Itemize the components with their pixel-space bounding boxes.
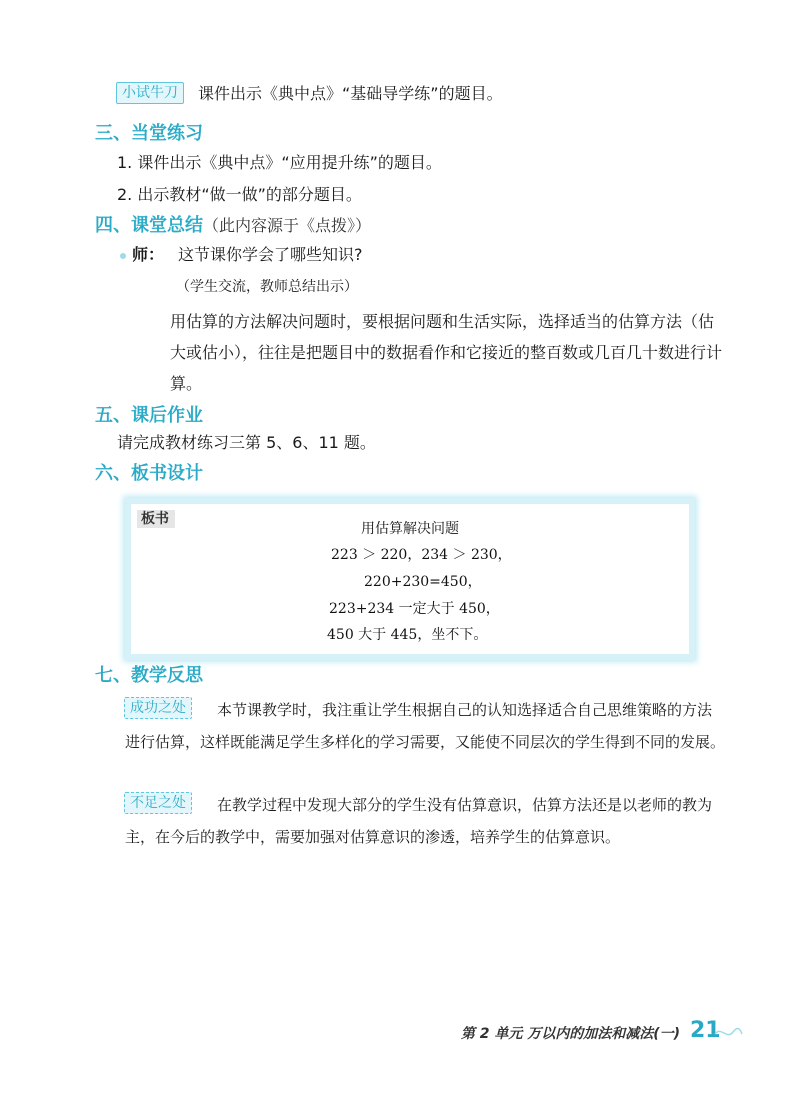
- lack-text: 在教学过程中发现大部分的学生没有估算意识，估算方法还是以老师的教为主，在今后的教学中，需要加强对估算意识的渗透，培养学生的估算意识。: [125, 796, 713, 846]
- teacher-question: 这节课你学会了哪些知识?: [178, 245, 363, 264]
- sec3-item-1: 1. 课件出示《典中点》“应用提升练”的题目。: [117, 153, 442, 172]
- board-line-1: 223 ＞ 220，234 ＞ 230，: [331, 547, 512, 563]
- section-4-source-note: （此内容源于《点拨》）: [203, 216, 372, 235]
- lack-tag: 不足之处: [124, 792, 192, 814]
- bullet-dot-icon: [120, 253, 126, 259]
- swirl-ornament-icon: [713, 1026, 743, 1040]
- page-number: 21: [690, 1018, 721, 1043]
- section-5-title: 五、课后作业: [95, 405, 203, 426]
- try-it-text: 课件出示《典中点》“基础导学练”的题目。: [198, 84, 503, 103]
- summary-text: 用估算的方法解决问题时，要根据问题和生活实际，选择适当的估算方法（估大或估小），往往是把题目中的数据看作和它接近的整百数或几百几十数进行计算。: [170, 312, 723, 393]
- section-6-title: 六、板书设计: [95, 463, 203, 484]
- board-line-4: 450 大于 445，坐不下。: [327, 627, 488, 643]
- blackboard-design: [125, 498, 695, 660]
- board-line-3: 223+234 一定大于 450，: [329, 601, 500, 617]
- success-text: 本节课教学时，我注重让学生根据自己的认知选择适合自己思维策略的方法进行估算，这样既能满足学生多样化的学习需要，又能使不同层次的学生得到不同的发展。: [125, 701, 726, 751]
- board-label: 板书: [137, 510, 175, 528]
- unit-footer: 第 2 单元 万以内的加法和减法(一): [460, 1026, 680, 1042]
- student-note: （学生交流，教师总结出示）: [176, 279, 358, 295]
- homework-text: 请完成教材练习三第 5、6、11 题。: [117, 433, 376, 452]
- section-3-title: 三、当堂练习: [95, 123, 203, 144]
- section-4-heading: 四、课堂总结: [95, 215, 203, 236]
- board-line-2: 220+230=450，: [364, 574, 482, 590]
- teacher-label: 师：: [132, 245, 165, 264]
- section-7-title: 七、教学反思: [95, 665, 203, 686]
- board-title: 用估算解决问题: [361, 521, 459, 537]
- section-4-title: [95, 214, 371, 238]
- success-tag: 成功之处: [124, 697, 192, 719]
- try-it-tag: 小试牛刀: [116, 82, 184, 104]
- sec3-item-2: 2. 出示教材“做一做”的部分题目。: [117, 185, 362, 204]
